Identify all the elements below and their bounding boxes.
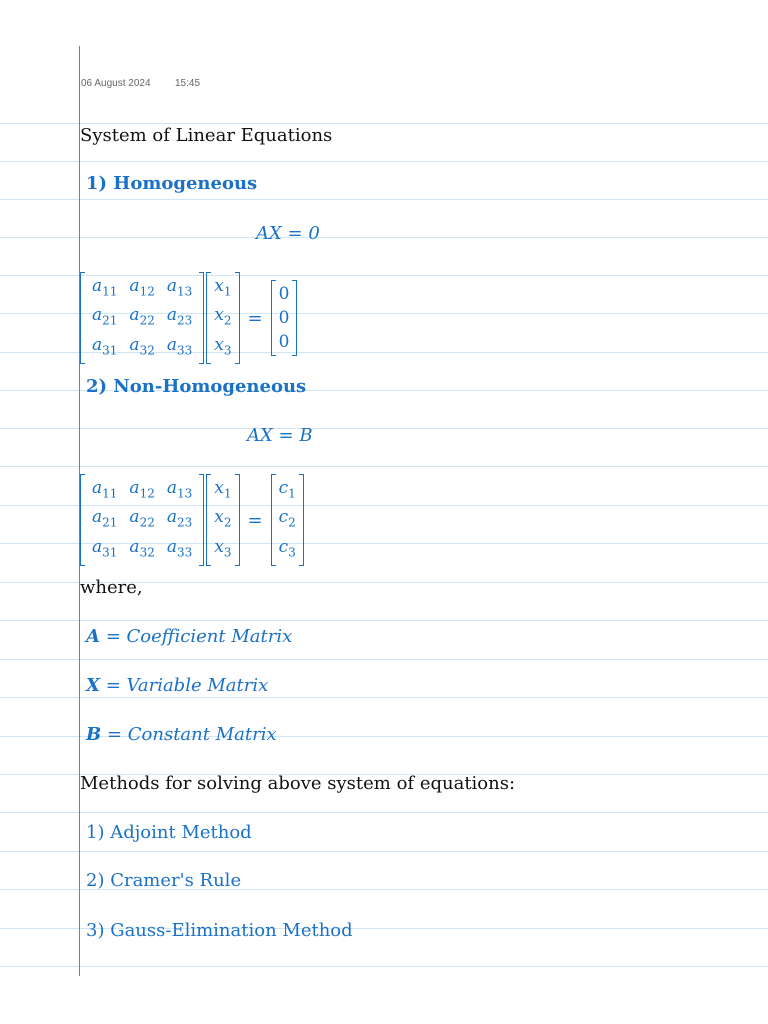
definition-variable[interactable]: X = Variable Matrix xyxy=(86,675,269,696)
rule-line xyxy=(0,697,768,698)
method-item[interactable]: 1) Adjoint Method xyxy=(86,822,252,843)
equation-homogeneous[interactable]: AX = 0 xyxy=(256,223,320,244)
note-time: 15:45 xyxy=(175,78,201,89)
coefficient-matrix: $a_{11}$ $a_{12}$ $a_{13}$ $a_{21}$ $a_{22}$ $a_{23}$ $a_{31}$ $a_{32}$ $a_{33}$ xyxy=(80,476,204,564)
method-item[interactable]: 3) Gauss-Elimination Method xyxy=(86,920,353,941)
rule-line xyxy=(0,237,768,238)
definition-coefficient[interactable]: A = Coefficient Matrix xyxy=(86,626,293,647)
rule-line xyxy=(0,428,768,429)
page-title[interactable]: System of Linear Equations xyxy=(80,125,333,146)
note-date: 06 August 2024 xyxy=(81,78,151,89)
rule-line xyxy=(0,123,768,124)
rule-line xyxy=(0,966,768,967)
zero-matrix: 0 0 0 xyxy=(271,282,298,354)
coefficient-matrix: $a_{11}$ $a_{12}$ $a_{13}$ $a_{21}$ $a_{22}$ $a_{23}$ $a_{31}$ $a_{32}$ $a_{33}$ xyxy=(80,274,204,362)
equation-non-homogeneous[interactable]: AX = B xyxy=(247,425,313,446)
variable-matrix: $x_1$ $x_2$ $x_3$ xyxy=(206,476,239,564)
definition-constant[interactable]: B = Constant Matrix xyxy=(86,724,277,745)
rule-line xyxy=(0,851,768,852)
where-label[interactable]: where, xyxy=(80,577,143,598)
rule-line xyxy=(0,659,768,660)
rule-line xyxy=(0,466,768,467)
methods-intro[interactable]: Methods for solving above system of equations: xyxy=(80,773,516,794)
method-item[interactable]: 2) Cramer's Rule xyxy=(86,870,242,891)
heading-homogeneous[interactable]: 1) Homogeneous xyxy=(86,173,258,194)
constant-matrix: $c_1$ $c_2$ $c_3$ xyxy=(271,476,304,564)
rule-line xyxy=(0,161,768,162)
matrix-equation-non-homogeneous[interactable]: $a_{11}$ $a_{12}$ $a_{13}$ $a_{21}$ $a_{22}$ $a_{23}$ $a_{31}$ $a_{32}$ $a_{33}$ $x_1$ $x_2$ $x_3$ = $c_1$ $c_2$ $c_3$ xyxy=(80,476,304,564)
rule-line xyxy=(0,199,768,200)
rule-line xyxy=(0,620,768,621)
variable-matrix: $x_1$ $x_2$ $x_3$ xyxy=(206,274,239,362)
heading-non-homogeneous[interactable]: 2) Non-Homogeneous xyxy=(86,376,307,397)
matrix-equation-homogeneous[interactable]: $a_{11}$ $a_{12}$ $a_{13}$ $a_{21}$ $a_{22}$ $a_{23}$ $a_{31}$ $a_{32}$ $a_{33}$ $x_1$ $x_2$ $x_3$ = 0 0 0 xyxy=(80,274,297,362)
rule-line xyxy=(0,812,768,813)
